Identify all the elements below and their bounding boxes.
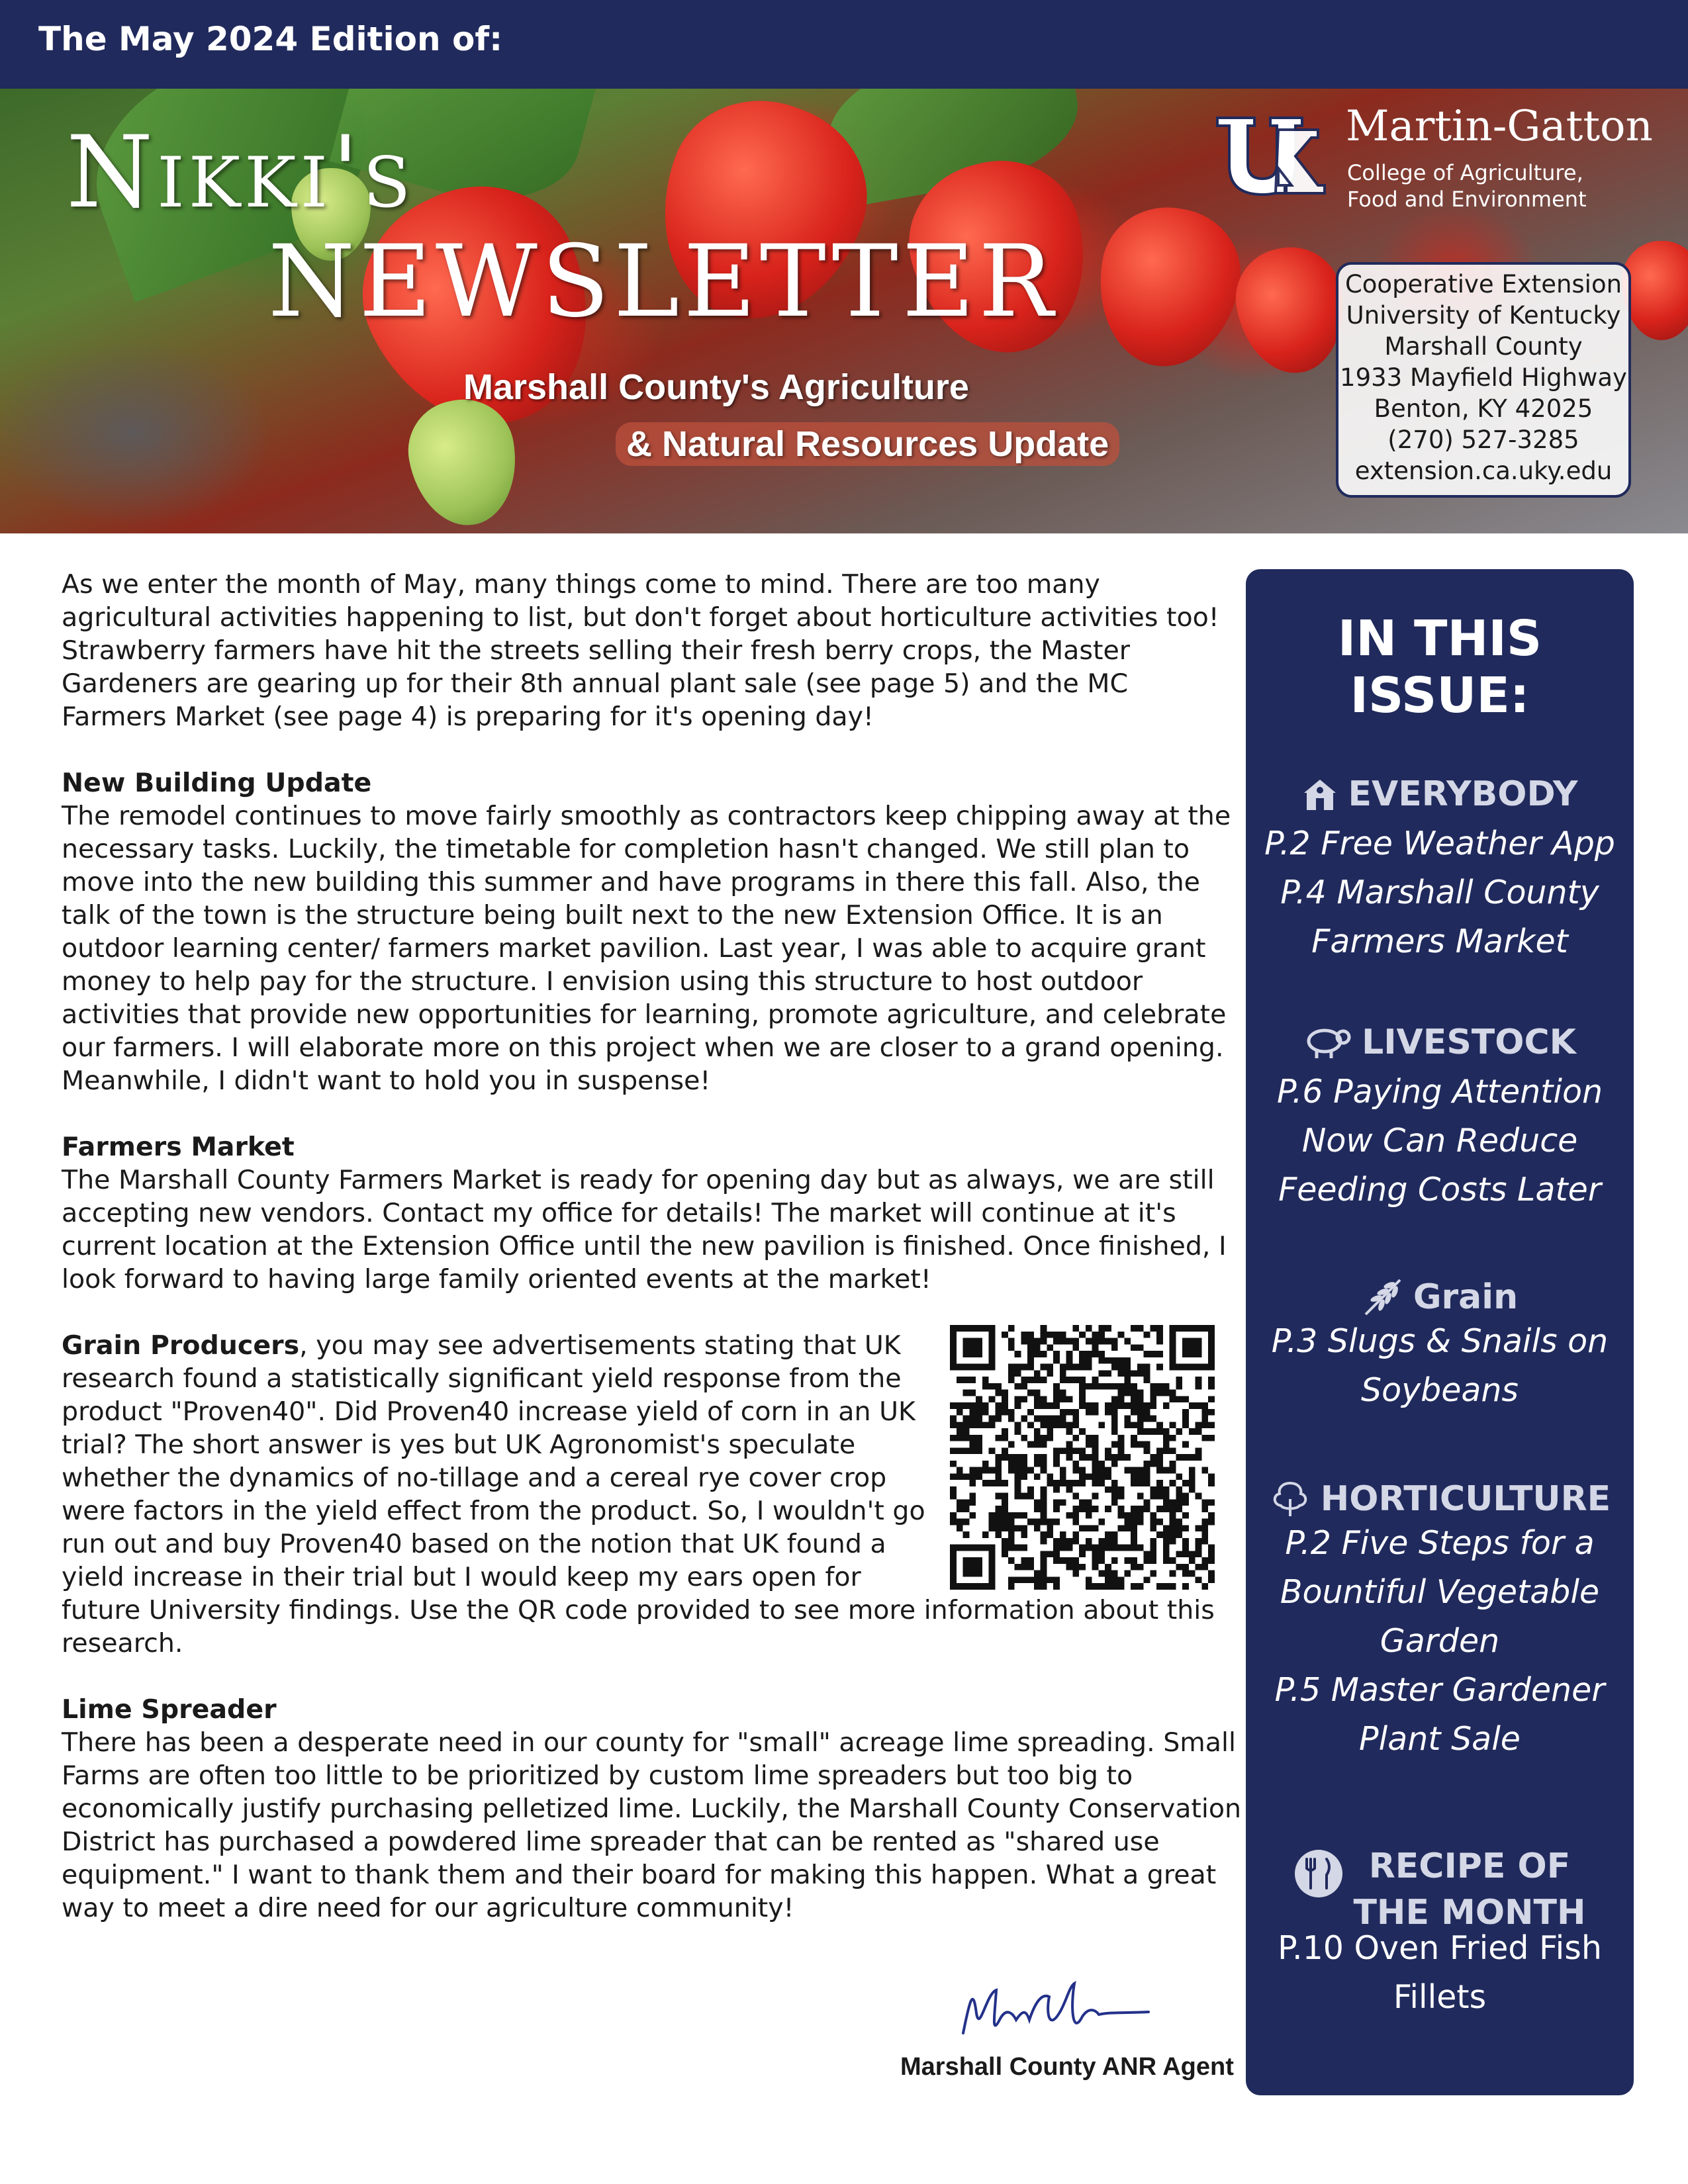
issue-link[interactable]: Soybeans xyxy=(1361,1371,1519,1409)
issue-link[interactable]: Farmers Market xyxy=(1311,923,1568,960)
school-icon xyxy=(1301,776,1338,813)
issue-link[interactable]: Bountiful Vegetable xyxy=(1280,1573,1600,1611)
section-heading: Farmers Market xyxy=(62,1132,295,1162)
issue-link[interactable]: P.4 Marshall County xyxy=(1280,874,1599,911)
address-line: University of Kentucky xyxy=(1346,301,1621,330)
section-body: , you may see advertisements stating that UK research found a statistically significant yield response from the product "Proven40". Did Proven40 increase yield of corn in an UK trial? The short answer is yes but UK Agronomist's speculate whether the dynamics of no-tillage and a cereal rye cover crop were factors in the yield effect from the product. So, I wouldn't go run out and buy Proven40 based on the notion that UK found a yield increase in their trial but I would keep my ears open for xyxy=(62,1330,925,1592)
section-body: The remodel continues to move fairly smoothly as contractors keep chipping away at the necessary tasks. Luckily, the timetable for completion hasn't changed. We still plan to move into the new building this summer and have programs in there this fall. Also, the talk of the town is the structure being built next to the new Extension Office. It is an outdoor learning center/ farmers market pavilion. Last year, I was able to acquire grant money to help pay for the structure. I envision using this structure to host outdoor activities that provide new opportunities for learning, promote agriculture, and celebrate our farmers. I will elaborate more on this project when we are closer to a grand opening. Meanwhile, I didn't want to hold you in suspense! xyxy=(62,801,1231,1096)
phone-number: (270) 527-3285 xyxy=(1387,426,1579,454)
issue-link[interactable]: Garden xyxy=(1380,1622,1500,1660)
college-subtitle-line2: Food and Environment xyxy=(1347,187,1587,212)
college-name: Martin-Gatton xyxy=(1346,102,1653,151)
section-heading xyxy=(1246,774,1634,814)
section-heading: New Building Update xyxy=(62,768,372,798)
lime-spreader-section xyxy=(62,1693,1253,1925)
section-heading xyxy=(1246,1479,1634,1519)
section-heading xyxy=(1246,1843,1634,1936)
utensils-icon xyxy=(1293,1848,1344,1899)
strawberry-shape xyxy=(1622,241,1688,340)
issue-link[interactable]: Now Can Reduce xyxy=(1301,1122,1578,1160)
section-heading-label xyxy=(1353,1843,1585,1936)
masthead-subtitle-line1: Marshall County's Agriculture xyxy=(463,367,969,407)
issue-link[interactable]: P.10 Oven Fried Fish xyxy=(1278,1929,1602,1967)
section-heading xyxy=(1246,1023,1634,1062)
edition-banner xyxy=(0,0,1688,89)
sidebar-title xyxy=(1246,610,1634,724)
address-line: Marshall County xyxy=(1384,332,1583,361)
address-line: 1933 Mayfield Highway xyxy=(1340,363,1627,392)
sidebar-section-grain xyxy=(1246,1277,1634,1415)
section-heading-label: Grain xyxy=(1413,1277,1519,1317)
signature-caption: Marshall County ANR Agent xyxy=(900,2053,1234,2081)
section-heading-label: HORTICULTURE xyxy=(1320,1479,1611,1519)
masthead-subtitle-line2: & Natural Resources Update xyxy=(616,422,1119,466)
intro-paragraph: As we enter the month of May, many things come to mind. There are too many agricultural activities happening to list, but don't forget about horticulture activities too! Strawberry farmers have hit the streets selling their fresh berry crops, the Master Gardeners are gearing up for their 8th annual plant sale (see page 5) and the MC Farmers Market (see page 4) is preparing for it's opening day! xyxy=(62,569,1219,732)
issue-link[interactable]: P.3 Slugs & Snails on xyxy=(1271,1322,1609,1360)
edition-label: The May 2024 Edition of: xyxy=(38,20,503,58)
research-qr-code[interactable] xyxy=(950,1325,1215,1590)
issue-link[interactable]: P.2 Free Weather App xyxy=(1264,825,1615,862)
uk-logo-icon xyxy=(1215,111,1334,204)
uk-martin-gatton-logo xyxy=(1215,102,1665,228)
college-subtitle-line1: College of Agriculture, xyxy=(1347,160,1583,185)
issue-link[interactable]: P.6 Paying Attention xyxy=(1276,1073,1603,1111)
in-this-issue-sidebar xyxy=(1246,569,1634,2095)
recipe-heading-line1: RECIPE OF xyxy=(1368,1846,1571,1886)
building-update-section xyxy=(62,766,1253,1097)
sidebar-title-line1: IN THIS xyxy=(1337,610,1542,667)
agent-signature xyxy=(950,1974,1155,2046)
masthead-banner xyxy=(0,89,1688,533)
section-heading-label: EVERYBODY xyxy=(1348,774,1578,814)
section-heading: Lime Spreader xyxy=(62,1694,277,1725)
address-line: Cooperative Extension xyxy=(1344,270,1622,298)
section-body: There has been a desperate need in our county for "small" acreage lime spreading. Small Farms are often too little to be prioritized by custom lime spreaders but too big to economically justify purchasing pelletized lime. Luckily, the Marshall County Conservation District has purchased a powdered lime spreader that can be rented as "shared use equipment." I want to thank them and their board for making this happen. What a great way to meet a dire need for our agriculture community! xyxy=(62,1727,1242,1923)
issue-link[interactable]: Plant Sale xyxy=(1359,1720,1521,1758)
recipe-heading-line2: THE MONTH xyxy=(1353,1893,1586,1933)
address-line: Benton, KY 42025 xyxy=(1374,394,1593,423)
section-heading-label: LIVESTOCK xyxy=(1362,1023,1576,1062)
strawberry-shape xyxy=(1228,240,1354,382)
issue-link[interactable]: Feeding Costs Later xyxy=(1278,1171,1601,1208)
section-heading: Grain Producers xyxy=(62,1330,300,1361)
website-link[interactable]: extension.ca.uky.edu xyxy=(1354,457,1613,485)
section-items xyxy=(1246,1317,1634,1415)
sidebar-section-horticulture xyxy=(1246,1479,1634,1764)
section-items xyxy=(1246,1519,1634,1764)
issue-link[interactable]: P.5 Master Gardener xyxy=(1274,1671,1605,1709)
sidebar-section-recipe xyxy=(1246,1843,1634,2022)
wheat-icon xyxy=(1362,1277,1404,1317)
issue-link[interactable]: P.2 Five Steps for a xyxy=(1285,1524,1595,1562)
section-heading xyxy=(1246,1277,1634,1317)
section-items xyxy=(1246,1068,1634,1214)
sheep-icon xyxy=(1303,1024,1352,1061)
farmers-market-section xyxy=(62,1130,1227,1296)
section-items xyxy=(1246,1924,1634,2022)
grain-producers-section xyxy=(62,1329,942,1594)
grain-producers-continued: future University findings. Use the QR code provided to see more information about this research. xyxy=(62,1595,1215,1659)
section-items xyxy=(1246,819,1634,966)
sidebar-title-line2: ISSUE: xyxy=(1350,667,1530,724)
tree-icon xyxy=(1269,1479,1311,1519)
section-body: The Marshall County Farmers Market is ready for opening day but as always, we are still accepting new vendors. Contact my office for details! The market will continue at it's current location at the Extension Office until the new pavilion is finished. Once finished, I look forward to having large family oriented events at the market! xyxy=(62,1165,1227,1295)
sidebar-section-everybody xyxy=(1246,774,1634,966)
newsletter-title-line1: Nikki's xyxy=(66,115,415,230)
sidebar-section-livestock xyxy=(1246,1023,1634,1214)
issue-link[interactable]: Fillets xyxy=(1393,1978,1487,2016)
extension-address-box xyxy=(1336,262,1631,498)
article-column xyxy=(62,568,1253,1958)
newsletter-title-line2: NEWSLETTER xyxy=(268,224,1058,340)
